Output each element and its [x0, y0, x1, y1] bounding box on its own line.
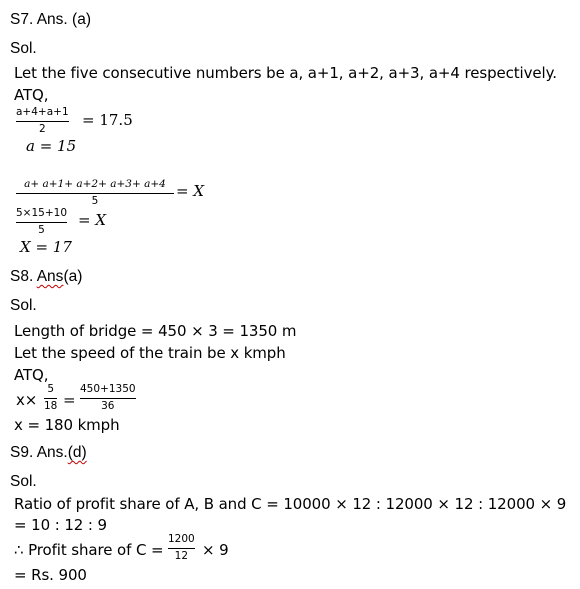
s9-sol-label: Sol.	[10, 473, 37, 490]
s8-atq: ATQ,	[14, 366, 49, 384]
fraction-bar	[16, 222, 67, 223]
s7-eq1-rhs: = 17.5	[82, 111, 133, 129]
s9-result: = Rs. 900	[14, 566, 87, 584]
s8-eq-f2-denominator: 36	[101, 399, 115, 412]
s7-eq1-denominator: 2	[38, 122, 46, 135]
fraction-bar	[80, 398, 136, 399]
s7-eq1-fraction	[16, 107, 69, 134]
s9-heading-ans: (d)	[67, 444, 87, 461]
s8-eq-f2-numerator: 450+1350	[80, 383, 136, 395]
s9-c-prefix: ∴ Profit share of C =	[14, 541, 164, 559]
s7-eq3-numerator: a+ a+1+ a+2+ a+3+ a+4	[24, 178, 166, 190]
fraction-bar	[16, 121, 69, 122]
fraction-bar	[44, 398, 57, 399]
s7-heading: S7. Ans. (a)	[10, 11, 91, 28]
fraction-bar	[168, 548, 195, 549]
s9-ratio-simplified: = 10 : 12 : 9	[14, 516, 107, 534]
s9-c-denominator: 12	[174, 549, 189, 562]
s8-heading-suffix: (a)	[63, 268, 83, 285]
s8-heading-prefix: S8.	[10, 268, 37, 285]
fraction-bar	[16, 193, 174, 194]
s8-speed-line: Let the speed of the train be x kmph	[14, 344, 286, 362]
s7-eq4-fraction	[16, 208, 67, 235]
s8-heading-ans: Ans	[36, 268, 64, 285]
s9-c-numerator: 1200	[168, 533, 195, 545]
s7-eq3-denominator: 5	[91, 194, 99, 207]
s9-heading	[10, 445, 87, 461]
s7-eq4-numerator: 5×15+10	[16, 207, 67, 219]
s8-sol-label: Sol.	[10, 297, 37, 314]
s7-eq2: a = 15	[26, 137, 77, 155]
s8-eq-equals: =	[63, 391, 76, 409]
s7-eq4-rhs: = X	[78, 211, 107, 229]
s9-ratio-line: Ratio of profit share of A, B and C = 10000 × 12 : 12000 × 12 : 12000 × 9	[14, 495, 567, 513]
s8-eq-f1-denominator: 18	[44, 399, 58, 412]
s8-eq-f1-numerator: 5	[47, 383, 55, 395]
s7-eq3-rhs: = X	[176, 182, 205, 200]
s9-heading-prefix: S9. Ans.	[10, 444, 68, 461]
s8-eq-fraction-2	[80, 384, 136, 411]
s7-atq: ATQ,	[14, 86, 49, 104]
s7-eq4-denominator: 5	[38, 223, 45, 236]
s9-c-fraction	[168, 534, 195, 561]
s9-c-suffix: × 9	[202, 541, 229, 559]
s8-eq-fraction-1	[44, 384, 57, 411]
s8-result: x = 180 kmph	[14, 416, 120, 434]
s8-heading	[10, 269, 82, 285]
s7-eq5: X = 17	[20, 238, 72, 256]
s8-bridge-line: Length of bridge = 450 × 3 = 1350 m	[14, 322, 297, 340]
s7-sol-label: Sol.	[10, 40, 37, 57]
s8-eq-lhs: x×	[16, 391, 38, 409]
s7-eq1-numerator: a+4+a+1	[16, 106, 69, 118]
s7-let-line: Let the five consecutive numbers be a, a+1, a+2, a+3, a+4 respectively.	[14, 64, 557, 82]
s7-eq3-fraction	[16, 179, 174, 206]
